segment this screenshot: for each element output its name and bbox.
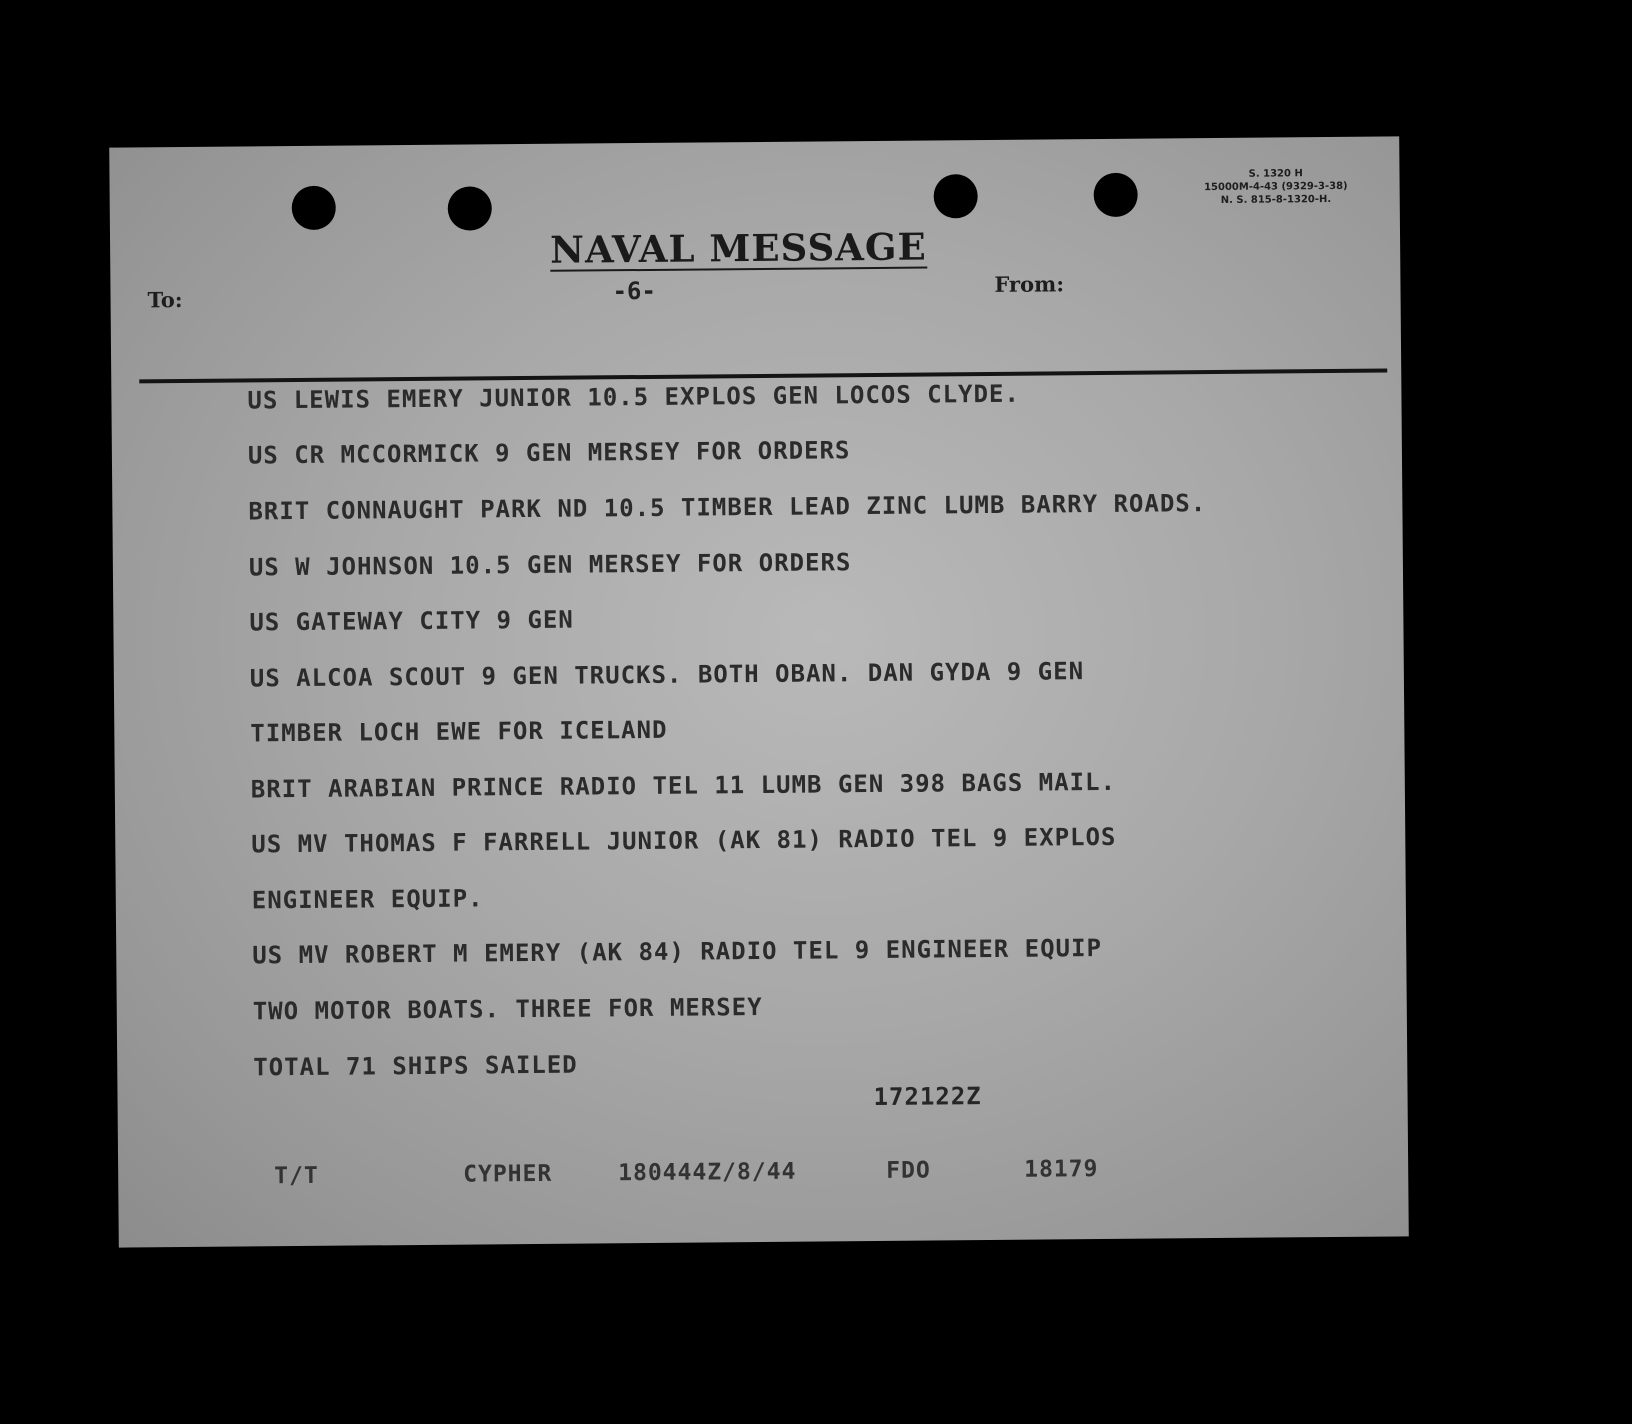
page-number: -6- xyxy=(612,276,656,306)
punch-hole xyxy=(292,186,336,230)
form-code-line: N. S. 815-8-1320-H. xyxy=(1220,193,1332,206)
form-code-line: S. 1320 H xyxy=(1248,168,1303,180)
message-line: ENGINEER EQUIP. xyxy=(251,884,484,915)
form-code-line: 15000M-4-43 (9329-3-38) xyxy=(1204,180,1348,194)
punch-hole xyxy=(448,186,492,230)
footer-reference: 180444Z/8/44 xyxy=(618,1158,797,1187)
page-title: NAVAL MESSAGE xyxy=(549,224,927,272)
message-line: TWO MOTOR BOATS. THREE FOR MERSEY xyxy=(252,992,763,1026)
message-line: TOTAL 71 SHIPS SAILED xyxy=(253,1050,578,1082)
message-line: US ALCOA SCOUT 9 GEN TRUCKS. BOTH OBAN. DAN GYDA 9 GEN xyxy=(249,657,1085,693)
message-line: TIMBER LOCH EWE FOR ICELAND xyxy=(250,715,668,748)
message-line: US CR MCCORMICK 9 GEN MERSEY FOR ORDERS xyxy=(247,436,851,470)
footer-office: FDO xyxy=(886,1157,931,1184)
naval-message-form xyxy=(109,136,1409,1247)
message-line: BRIT CONNAUGHT PARK ND 10.5 TIMBER LEAD ZINC LUMB BARRY ROADS. xyxy=(248,489,1207,526)
footer-method: CYPHER xyxy=(463,1160,553,1188)
message-line: US W JOHNSON 10.5 GEN MERSEY FOR ORDERS xyxy=(248,548,852,582)
footer-number: 18179 xyxy=(1024,1156,1099,1183)
message-line: BRIT ARABIAN PRINCE RADIO TEL 11 LUMB GEN 398 BAGS MAIL. xyxy=(250,767,1117,804)
footer-routing: T/T xyxy=(274,1162,319,1190)
message-line: US LEWIS EMERY JUNIOR 10.5 EXPLOS GEN LOCOS CLYDE. xyxy=(247,379,1020,415)
to-label: To: xyxy=(147,287,183,313)
message-line: US GATEWAY CITY 9 GEN xyxy=(249,605,574,637)
punch-hole xyxy=(933,174,977,218)
punch-hole xyxy=(1093,173,1137,217)
date-time-group: 172122Z xyxy=(873,1082,982,1112)
message-line: US MV THOMAS F FARRELL JUNIOR (AK 81) RADIO TEL 9 EXPLOS xyxy=(251,822,1117,859)
message-line: US MV ROBERT M EMERY (AK 84) RADIO TEL 9 ENGINEER EQUIP xyxy=(252,934,1103,970)
form-code xyxy=(1204,167,1348,207)
from-label: From: xyxy=(994,271,1065,297)
